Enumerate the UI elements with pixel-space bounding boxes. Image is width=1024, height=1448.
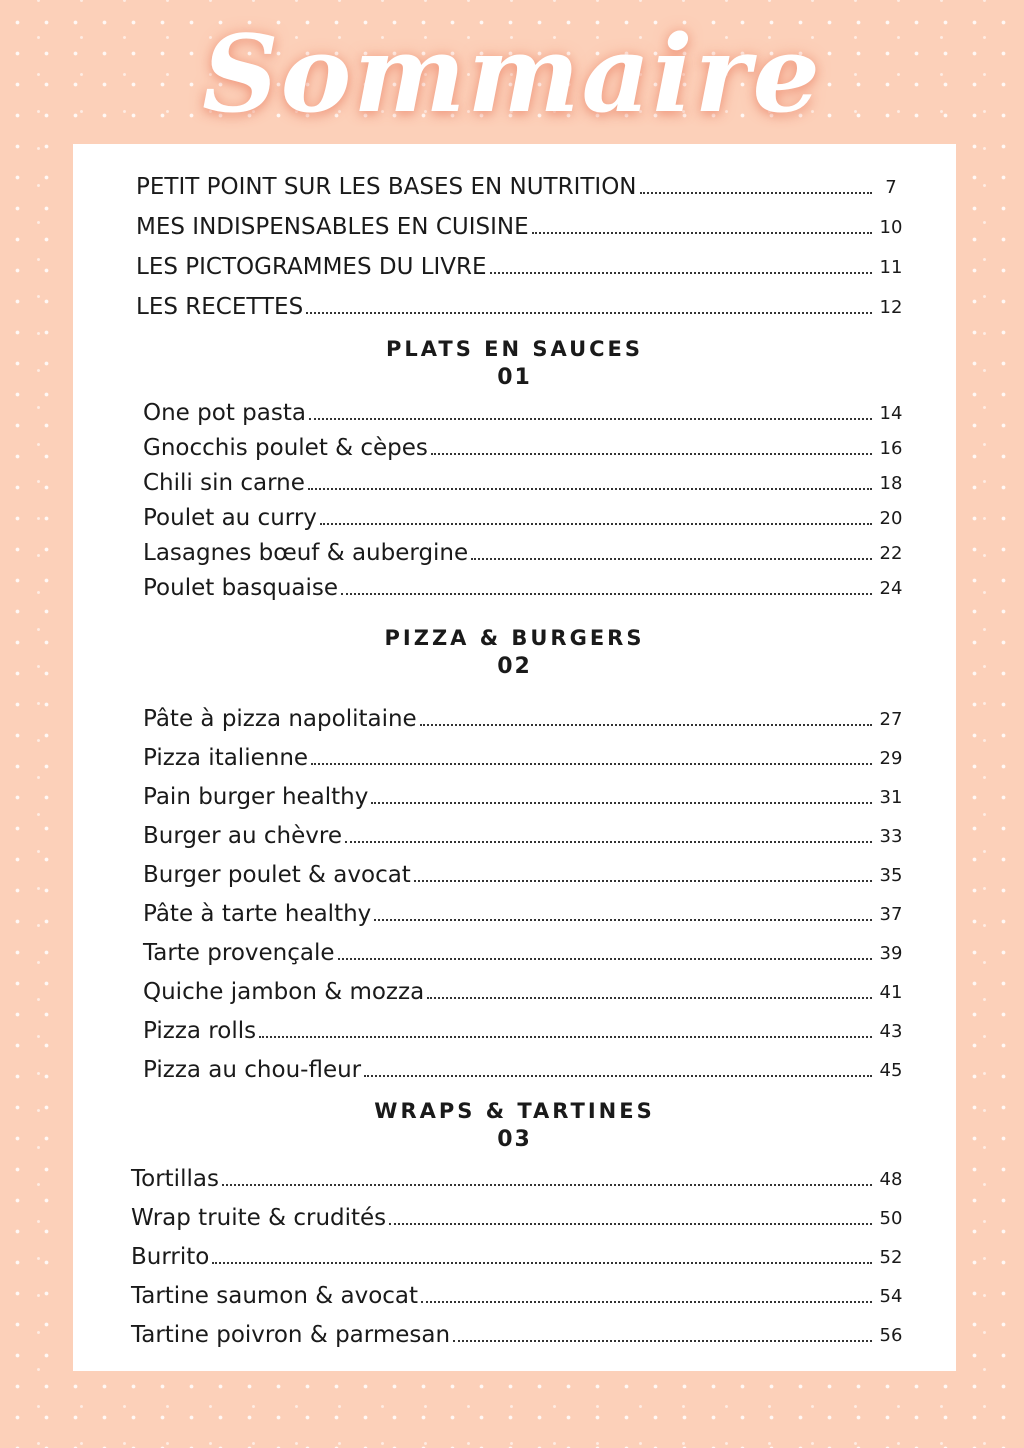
toc-entry-page: 14 xyxy=(879,403,903,424)
toc-entry-label: Pizza au chou-fleur xyxy=(143,1057,362,1083)
toc-entry[interactable] xyxy=(131,1162,906,1194)
toc-entry-page: 37 xyxy=(879,904,903,925)
toc-entry-page: 35 xyxy=(879,865,903,886)
dot-leader xyxy=(338,958,872,960)
dot-leader xyxy=(308,488,872,490)
toc-entry[interactable] xyxy=(131,1279,906,1311)
toc-entry-label: Pâte à pizza napolitaine xyxy=(143,706,417,732)
toc-entry-page: 20 xyxy=(879,508,903,529)
dot-leader xyxy=(532,232,872,234)
toc-entry-page: 12 xyxy=(879,297,903,318)
dot-leader xyxy=(309,418,872,420)
toc-entry[interactable] xyxy=(143,741,906,773)
toc-entry-label: Tortillas xyxy=(131,1166,219,1192)
dot-leader xyxy=(453,1340,872,1342)
toc-entry-page: 41 xyxy=(879,982,903,1003)
toc-entry[interactable] xyxy=(143,858,906,890)
toc-entry-label: Burger poulet & avocat xyxy=(143,862,411,888)
toc-entry[interactable] xyxy=(131,1240,906,1272)
toc-entry-page: 56 xyxy=(879,1325,903,1346)
toc-entry-label: Pain burger healthy xyxy=(143,784,369,810)
toc-entry-label: Burger au chèvre xyxy=(143,823,342,849)
toc-entry-label: Chili sin carne xyxy=(143,470,305,496)
dot-leader xyxy=(471,558,872,560)
toc-entry-page: 10 xyxy=(879,217,903,238)
toc-entry[interactable] xyxy=(143,702,906,734)
toc-entry-label: PETIT POINT SUR LES BASES EN NUTRITION xyxy=(136,174,637,200)
dot-leader xyxy=(420,724,872,726)
toc-entry-nutrition[interactable] xyxy=(136,170,906,202)
dot-leader xyxy=(311,763,872,765)
toc-entry-page: 33 xyxy=(879,826,903,847)
section-name: PLATS EN SAUCES xyxy=(385,337,644,361)
toc-entry-pictogrammes[interactable] xyxy=(136,250,906,282)
toc-entry[interactable] xyxy=(143,819,906,851)
toc-entry[interactable] xyxy=(143,1014,906,1046)
toc-entry-page: 29 xyxy=(879,748,903,769)
dot-leader xyxy=(427,997,872,999)
dot-leader xyxy=(306,312,872,314)
section-heading-03 xyxy=(73,1097,956,1155)
toc-entry[interactable] xyxy=(143,536,906,568)
dot-leader xyxy=(259,1036,872,1038)
toc-entry-indispensables[interactable] xyxy=(136,210,906,242)
toc-entry[interactable] xyxy=(143,780,906,812)
section-name: WRAPS & TARTINES xyxy=(374,1099,655,1123)
toc-entry-page: 43 xyxy=(879,1021,903,1042)
dot-leader xyxy=(431,453,872,455)
page-title: Sommaire xyxy=(202,11,822,136)
toc-entry-page: 45 xyxy=(879,1060,903,1081)
toc-entry-page: 50 xyxy=(879,1208,903,1229)
toc-entry-page: 24 xyxy=(879,578,903,599)
toc-entry-label: MES INDISPENSABLES EN CUISINE xyxy=(136,214,529,240)
dot-leader xyxy=(364,1075,872,1077)
toc-entry-label: Pizza rolls xyxy=(143,1018,257,1044)
toc-entry-page: 11 xyxy=(879,257,903,278)
dot-leader xyxy=(374,919,872,921)
toc-entry-page: 48 xyxy=(879,1169,903,1190)
toc-entry[interactable] xyxy=(143,1053,906,1085)
section-name: PIZZA & BURGERS xyxy=(384,626,645,650)
toc-entry-label: Poulet basquaise xyxy=(143,575,339,601)
dot-leader xyxy=(414,880,872,882)
toc-entry-page: 31 xyxy=(879,787,903,808)
toc-entry-page: 22 xyxy=(879,543,903,564)
toc-entry-label: Pâte à tarte healthy xyxy=(143,901,372,927)
toc-entry-label: Quiche jambon & mozza xyxy=(143,979,425,1005)
toc-entry-page: 7 xyxy=(885,177,897,198)
toc-entry-label: Tartine saumon & avocat xyxy=(131,1283,419,1309)
toc-entry[interactable] xyxy=(143,466,906,498)
toc-entry-label: Gnocchis poulet & cèpes xyxy=(143,435,428,461)
toc-entry-label: LES RECETTES xyxy=(136,294,304,320)
dot-leader xyxy=(389,1223,872,1225)
toc-entry-label: Tarte provençale xyxy=(143,940,335,966)
toc-entry-page: 54 xyxy=(879,1286,903,1307)
dot-leader xyxy=(341,593,872,595)
dot-leader xyxy=(490,272,872,274)
dot-leader xyxy=(345,841,872,843)
dot-leader xyxy=(320,523,872,525)
toc-entry-page: 16 xyxy=(879,438,903,459)
toc-entry[interactable] xyxy=(143,975,906,1007)
toc-entry[interactable] xyxy=(131,1201,906,1233)
toc-entry[interactable] xyxy=(143,501,906,533)
dot-leader xyxy=(371,802,872,804)
section-number: 02 xyxy=(497,654,532,679)
toc-entry[interactable] xyxy=(143,897,906,929)
dot-leader xyxy=(222,1184,872,1186)
toc-entry-page: 27 xyxy=(879,709,903,730)
toc-entry-label: Lasagnes bœuf & aubergine xyxy=(143,540,469,566)
dot-leader xyxy=(421,1301,872,1303)
dot-leader xyxy=(212,1262,872,1264)
toc-entry[interactable] xyxy=(143,936,906,968)
dot-leader xyxy=(640,192,873,194)
toc-entry-recettes[interactable] xyxy=(136,290,906,322)
toc-entry-label: One pot pasta xyxy=(143,400,306,426)
toc-entry[interactable] xyxy=(143,571,906,603)
toc-entry-page: 52 xyxy=(879,1247,903,1268)
toc-entry-label: LES PICTOGRAMMES DU LIVRE xyxy=(136,254,487,280)
section-number: 03 xyxy=(497,1127,532,1152)
toc-entry[interactable] xyxy=(143,396,906,428)
toc-entry-label: Tartine poivron & parmesan xyxy=(131,1322,451,1348)
toc-entry-label: Burrito xyxy=(131,1244,210,1270)
section-number: 01 xyxy=(497,365,532,390)
toc-entry[interactable] xyxy=(131,1318,906,1350)
toc-entry-label: Wrap truite & crudités xyxy=(131,1205,387,1231)
section-heading-01 xyxy=(73,335,956,393)
toc-entry[interactable] xyxy=(143,431,906,463)
section-heading-02 xyxy=(73,624,956,682)
toc-entry-page: 18 xyxy=(879,473,903,494)
toc-entry-page: 39 xyxy=(879,943,903,964)
toc-entry-label: Poulet au curry xyxy=(143,505,317,531)
toc-entry-label: Pizza italienne xyxy=(143,745,309,771)
